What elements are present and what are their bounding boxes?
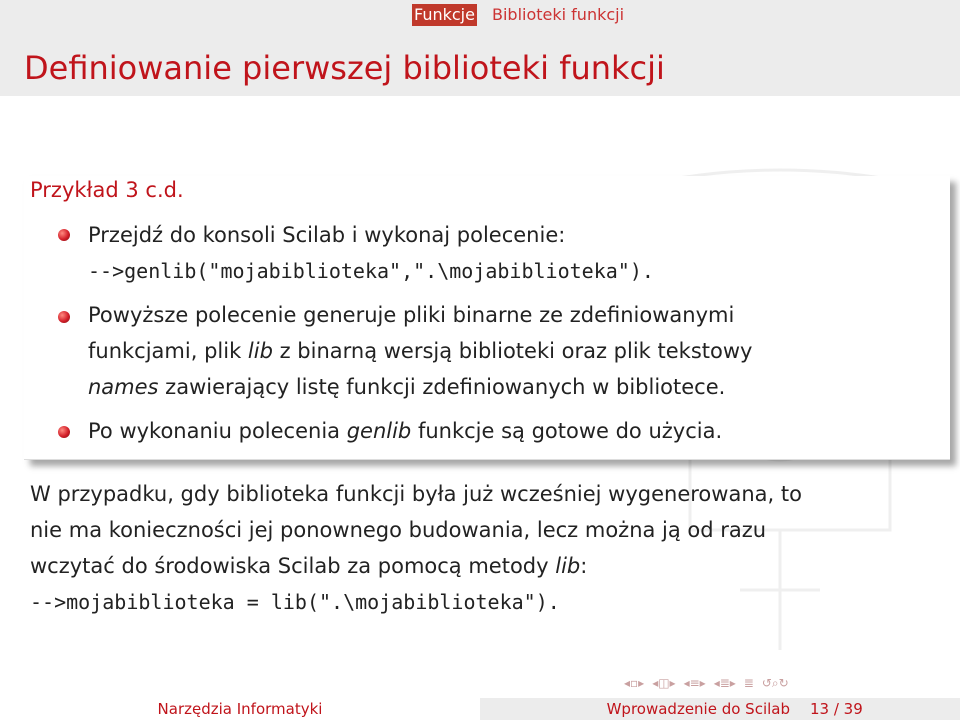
body-paragraph: W przypadku, gdy biblioteka funkcji była już wcześniej wygenerowana, to nie ma konieczności jej ponownego budowania, lecz można ją od razu wczytać do środowiska Scilab za pomocą metody lib: -->mojabiblioteka = lib(".\mojabiblioteka"). <box>30 476 930 620</box>
footer-short-title: Wprowadzenie do Scilab <box>480 698 810 720</box>
search-back-icon[interactable]: ↺⌕↻ <box>761 675 789 690</box>
code-lib: -->mojabiblioteka = lib(".\mojabiblioteka"). <box>30 590 560 614</box>
footline <box>0 698 960 720</box>
bullet-icon <box>58 311 70 323</box>
bullet-icon <box>58 426 70 438</box>
prev-subsection-icon[interactable]: ◂◫▸ <box>652 676 676 690</box>
example-block-title: Przykład 3 c.d. <box>30 178 184 202</box>
list-item: Po wykonaniu polecenia genlib funkcje są gotowe do użycia. <box>88 419 723 443</box>
footer-page-number: 13 / 39 <box>810 698 960 720</box>
prev-frame-icon[interactable]: ◂▫▸ <box>624 676 645 690</box>
toc-icon[interactable]: ≣ <box>743 676 754 690</box>
nav-section-biblioteki[interactable]: Biblioteki funkcji <box>492 5 625 24</box>
footer-author: Narzędzia Informatyki <box>0 698 480 720</box>
nav-section-funkcje[interactable]: Funkcje <box>414 5 475 24</box>
bullet-icon <box>58 229 70 241</box>
list-item: Przejdź do konsoli Scilab i wykonaj polecenie: -->genlib("mojabiblioteka",".\mojabiblioteka"). <box>88 217 654 289</box>
code-genlib: -->genlib("mojabiblioteka",".\mojabiblioteka"). <box>88 259 654 283</box>
frame-title: Definiowanie pierwszej biblioteki funkcji <box>24 49 665 87</box>
list-item: Powyższe polecenie generuje pliki binarne ze zdefiniowanymi funkcjami, plik lib z binarną wersją biblioteki oraz plik tekstowy names zawierający listę funkcji zdefiniowanych w bibliotece. <box>88 303 753 399</box>
beamer-navigation-symbols <box>624 676 954 690</box>
prev-section-icon[interactable]: ◂≡▸ <box>683 676 706 690</box>
prev-part-icon[interactable]: ◂≣▸ <box>713 676 736 690</box>
section-navigation <box>0 4 960 26</box>
